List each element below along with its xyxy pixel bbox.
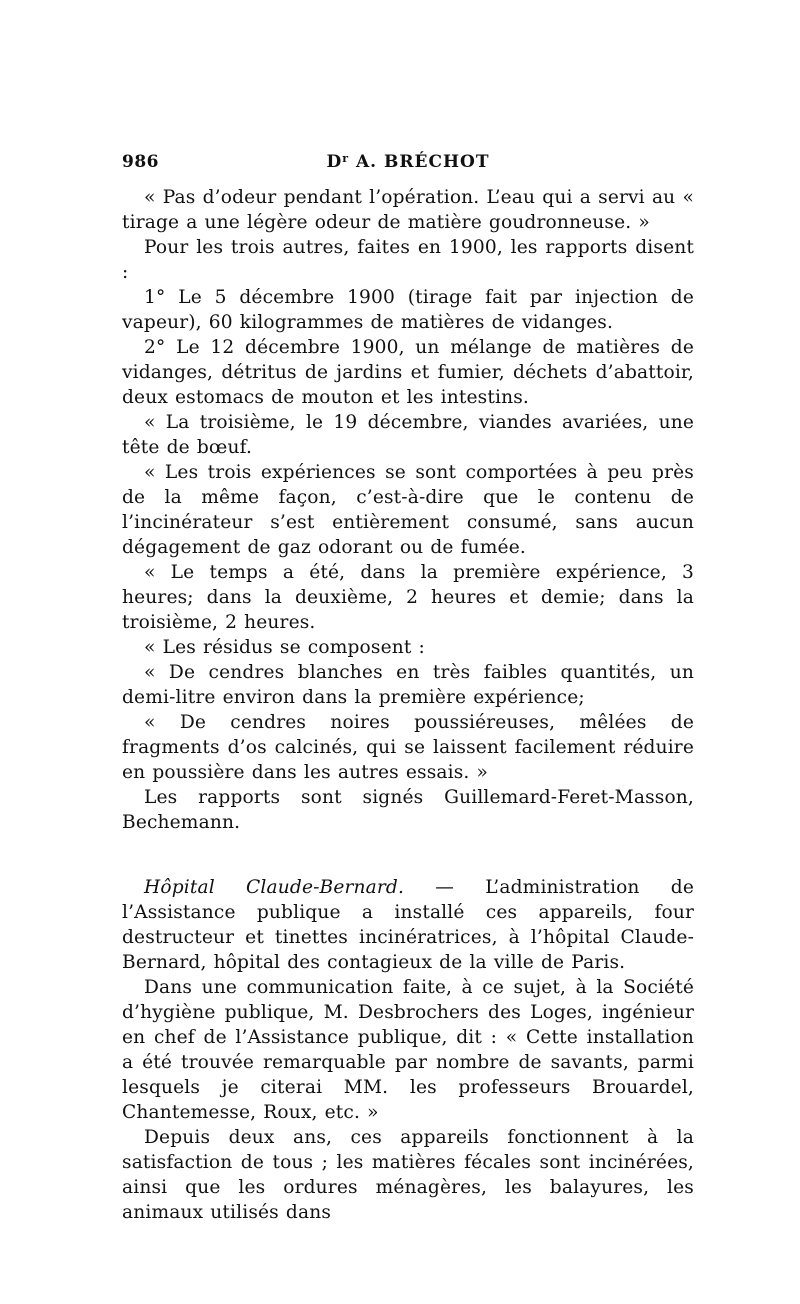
paragraph-third-test: « La troisième, le 19 décembre, viandes avariées, une tête de bœuf. <box>122 412 694 458</box>
paragraph-duration: « Le temps a été, dans la première expérience, 3 heures; dans la deuxième, 2 heures et demie; dans la troisième, 2 heures. <box>122 562 694 633</box>
author-prefix: D <box>326 152 343 172</box>
paragraph-hopital-intro <box>122 875 694 975</box>
running-head <box>122 152 694 172</box>
section-gap <box>122 835 694 875</box>
paragraph-three-experiences: « Les trois expériences se sont comportées à peu près de la même façon, c’est-à-dire que le contenu de l’incinérateur s’est entièrement consumé, sans aucun dégagement de gaz odorant ou de fumée. <box>122 462 694 558</box>
author-prefix-superscript: r <box>342 152 350 165</box>
paragraph-odour-quote: « Pas d’odeur pendant l’opération. L’eau qui a servi au « tirage a une légère odeur de matière goudronneuse. » <box>122 187 694 233</box>
page-number: 986 <box>122 152 159 172</box>
paragraph-three-others: Pour les trois autres, faites en 1900, les rapports disent : <box>122 237 694 283</box>
paragraph-item-2: 2° Le 12 décembre 1900, un mélange de matières de vidanges, détritus de jardins et fumier, déchets d’abattoir, deux estomacs de mouton et les intestins. <box>122 337 694 408</box>
paragraph-hopital-intro-text: — L’administration de l’Assistance publique a installé ces appareils, four destructeur et tinettes incinératrices, à l’hôpital Claude-Bernard, hôpital des contagieux de la ville de Paris. <box>122 877 694 973</box>
paragraph-item-1: 1° Le 5 décembre 1900 (tirage fait par injection de vapeur), 60 kilogrammes de matières de vidanges. <box>122 287 694 333</box>
paragraph-residues-intro: « Les résidus se composent : <box>144 637 425 658</box>
paragraph-signatures: Les rapports sont signés Guillemard-Feret-Masson, Bechemann. <box>122 787 694 833</box>
page-header <box>122 152 694 178</box>
body-text <box>122 185 694 1225</box>
paragraph-black-ashes: « De cendres noires poussiéreuses, mêlées de fragments d’os calcinés, qui se laissent facilement réduire en poussière dans les autres essais. » <box>122 712 694 783</box>
section-title-hopital-claude-bernard: Hôpital Claude-Bernard. <box>144 877 405 898</box>
author-name: A. BRÉCHOT <box>349 152 490 172</box>
paragraph-communication: Dans une communication faite, à ce sujet, à la Société d’hygiène publique, M. Desbrochers des Loges, ingénieur en chef de l’Assistance publique, dit : « Cette installation a été trouvée remarquable par nombre de savants, parmi lesquels je citerai MM. les professeurs Brouardel, Chantemesse, Roux, etc. » <box>122 977 694 1123</box>
paragraph-two-years: Depuis deux ans, ces appareils fonctionnent à la satisfaction de tous ; les matières fécales sont incinérées, ainsi que les ordures ménagères, les balayures, les animaux utilisés dans <box>122 1127 694 1223</box>
paragraph-white-ashes: « De cendres blanches en très faibles quantités, un demi-litre environ dans la première expérience; <box>122 662 694 708</box>
